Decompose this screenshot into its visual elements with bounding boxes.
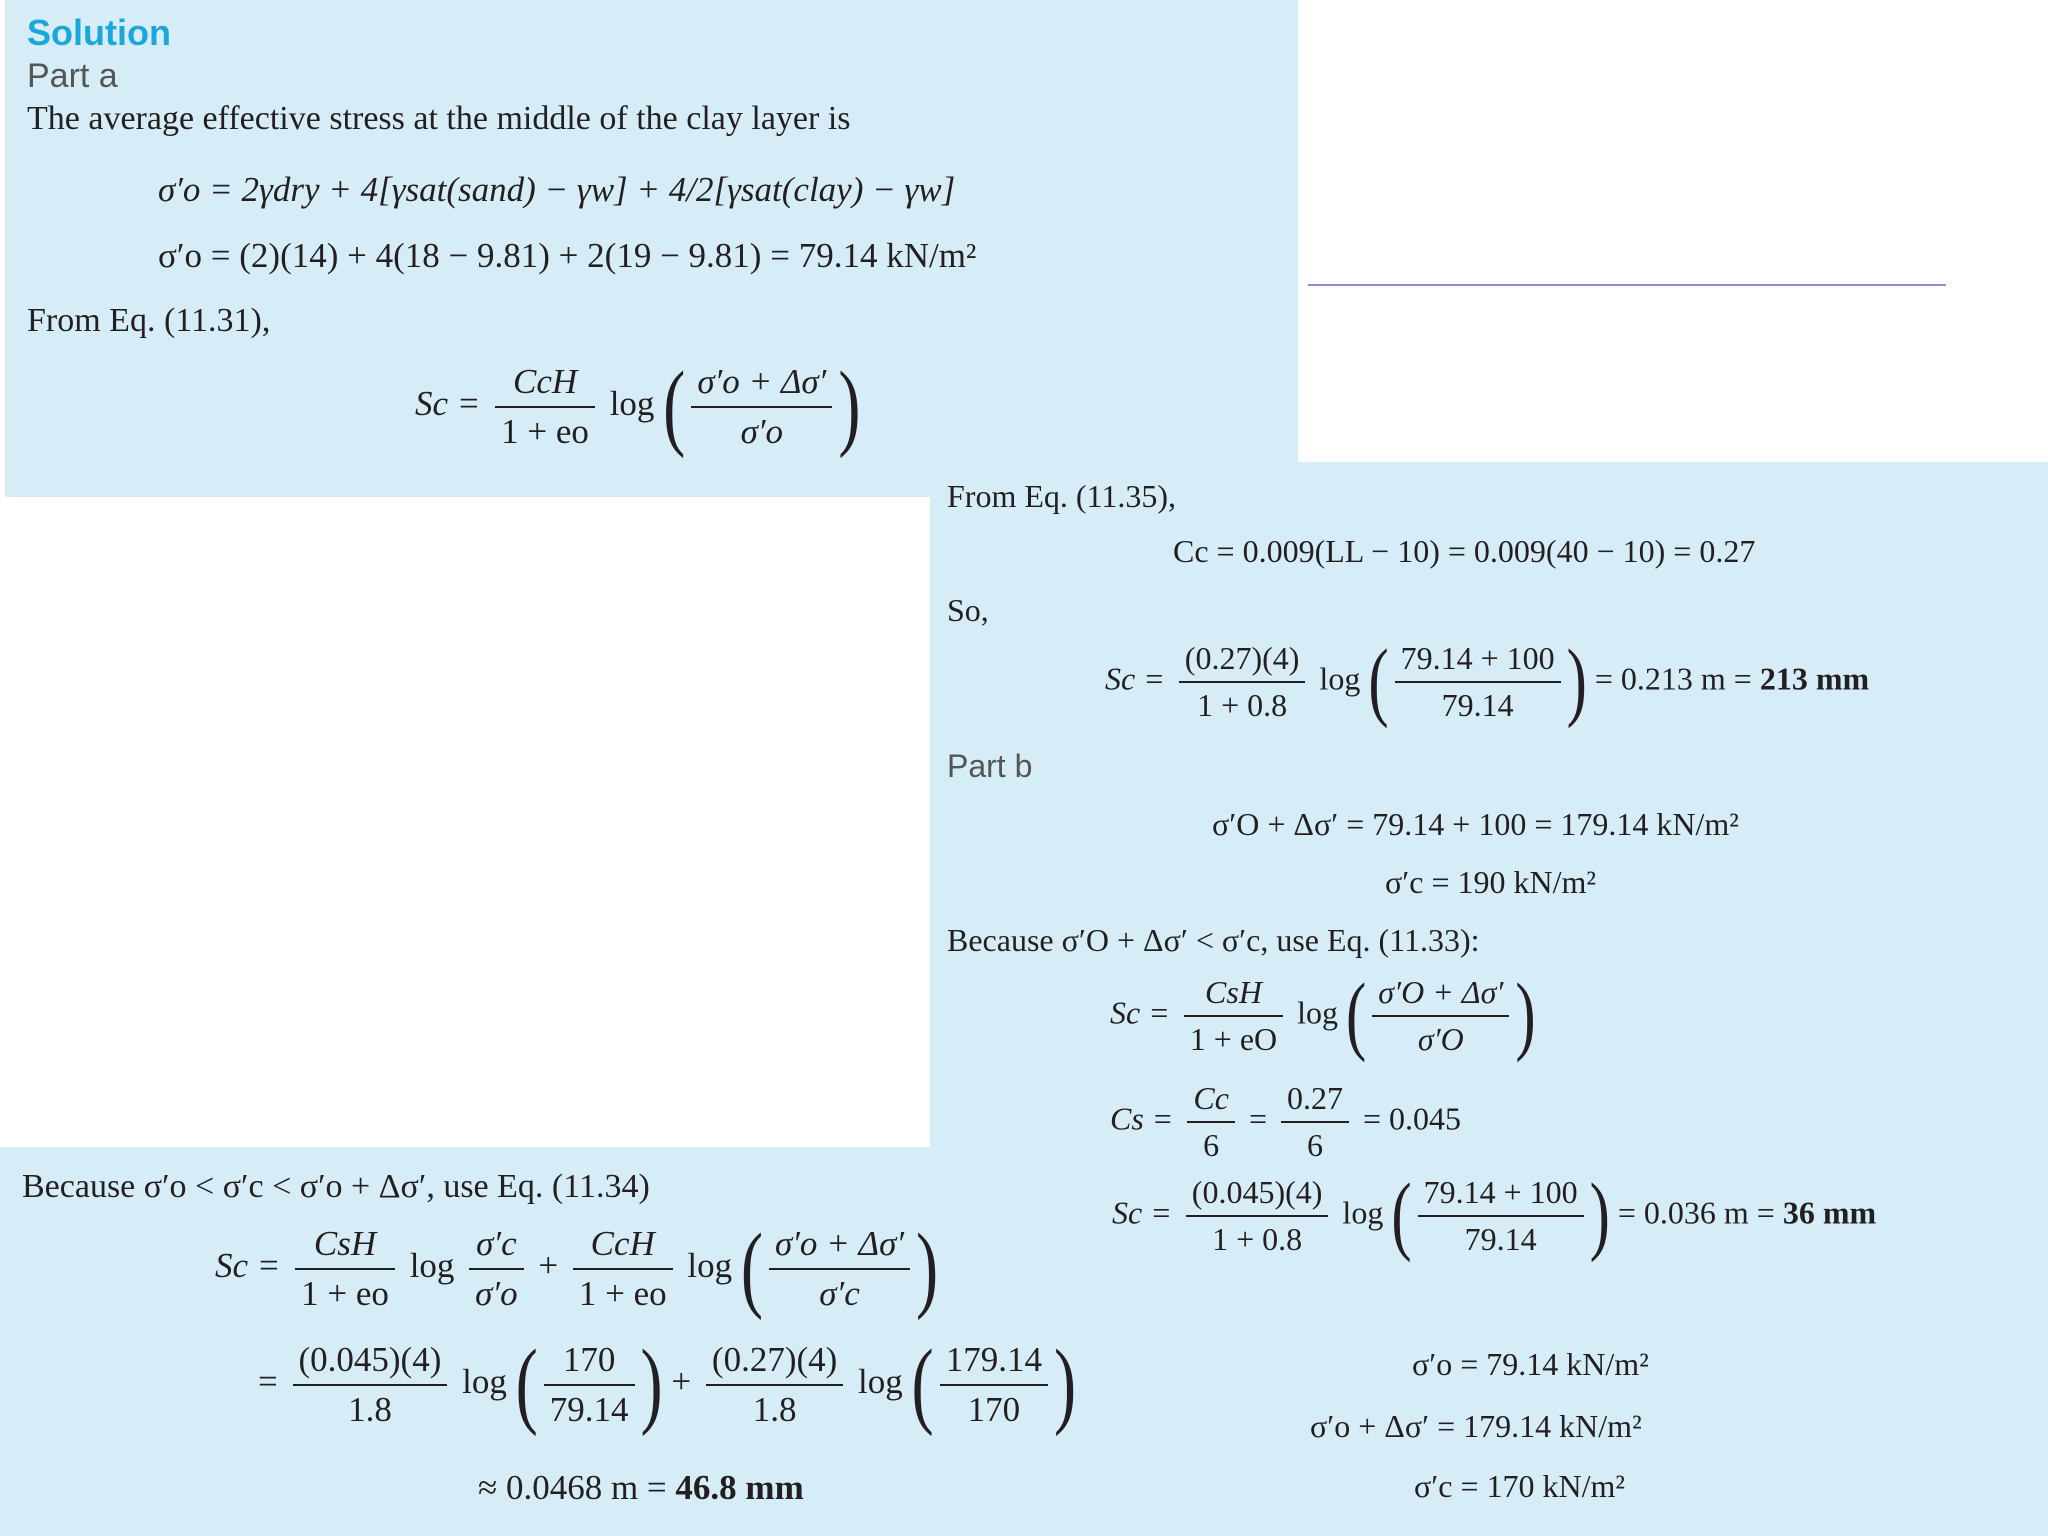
log-label: log — [462, 1362, 507, 1402]
numerator: 0.27 — [1281, 1080, 1349, 1123]
inner-fraction — [544, 1340, 635, 1430]
close-paren: ) — [1053, 1330, 1077, 1437]
denominator: 1.8 — [752, 1390, 797, 1429]
intro-text: The average effective stress at the middle of the clay layer is — [27, 100, 851, 137]
inner-denominator: σ′O — [1417, 1021, 1464, 1057]
inner-fraction — [691, 362, 832, 452]
effective-stress-formula: σ′o = 2γdry + 4[γsat(sand) − γw] + 4/2[γsat(clay) − γw] — [158, 170, 956, 209]
effective-stress-value: σ′o = (2)(14) + 4(18 − 9.81) + 2(19 − 9.81) = 79.14 kN/m² — [158, 236, 977, 275]
equals: = — [1248, 1100, 1267, 1137]
plus: + — [538, 1246, 559, 1286]
part-a-label: Part a — [27, 57, 118, 95]
inner-numerator: 170 — [544, 1340, 635, 1386]
inner-fraction — [1418, 1174, 1584, 1258]
settlement-formula-c — [215, 1214, 939, 1321]
result-value: 46.8 mm — [675, 1468, 804, 1507]
fraction — [293, 1340, 448, 1430]
sc-lhs: Sc = — [1110, 994, 1170, 1031]
fraction — [1179, 640, 1306, 724]
because-eq-11-33: Because σ′O + Δσ′ < σ′c, use Eq. (11.33): — [947, 922, 1480, 958]
inner-fraction — [940, 1340, 1048, 1430]
numerator: σ′c — [469, 1224, 523, 1270]
denominator: 1 + eo — [501, 412, 589, 451]
from-eq-11-35: From Eq. (11.35), — [947, 478, 1177, 514]
open-paren: ( — [911, 1330, 934, 1437]
result-prefix: = 0.213 m = — [1594, 660, 1752, 697]
given-effective-stress: σ′o = 79.14 kN/m² — [1412, 1346, 1649, 1382]
inner-numerator: 79.14 + 100 — [1418, 1174, 1584, 1217]
log-label: log — [687, 1246, 733, 1286]
log-label: log — [858, 1362, 903, 1402]
numerator: CcH — [573, 1224, 673, 1270]
inner-numerator: 79.14 + 100 — [1395, 640, 1561, 683]
denominator: 1.8 — [348, 1390, 392, 1429]
settlement-result-b — [1112, 1166, 1877, 1264]
inner-denominator: 79.14 — [549, 1390, 629, 1429]
log-label: log — [409, 1246, 455, 1286]
fraction — [1186, 1174, 1329, 1258]
fraction — [1184, 974, 1283, 1058]
numerator: (0.045)(4) — [293, 1340, 448, 1386]
result-value: = 0.045 — [1362, 1100, 1462, 1137]
numerator: (0.27)(4) — [1179, 640, 1306, 683]
preconsolidation-eq: σ′c = 190 kN/m² — [1385, 864, 1596, 900]
close-paren: ) — [838, 352, 861, 459]
settlement-result-c — [478, 1468, 804, 1508]
fraction — [706, 1340, 843, 1430]
open-paren: ( — [1391, 1166, 1412, 1264]
denominator: σ′o — [475, 1274, 518, 1313]
result-value: 36 mm — [1782, 1194, 1877, 1231]
because-eq-11-34: Because σ′o < σ′c < σ′o + Δσ′, use Eq. (11.34) — [22, 1168, 650, 1205]
total-stress-eq: σ′O + Δσ′ = 79.14 + 100 = 179.14 kN/m² — [1212, 806, 1739, 842]
solution-heading: Solution — [27, 12, 171, 53]
swell-index-eq — [1110, 1080, 1461, 1164]
close-paren: ) — [1589, 1166, 1610, 1264]
divider-line — [1308, 284, 1946, 286]
fraction — [573, 1224, 673, 1314]
sc-lhs: Sc = — [215, 1246, 281, 1286]
inner-numerator: 179.14 — [940, 1340, 1048, 1386]
open-paren: ( — [663, 352, 686, 459]
settlement-substitution-c — [258, 1330, 1077, 1437]
numerator: CcH — [495, 362, 595, 408]
settlement-result-a — [1105, 632, 1870, 730]
sc-lhs: Sc = — [415, 384, 481, 424]
denominator: 1 + eo — [578, 1274, 667, 1313]
inner-denominator: 79.14 — [1441, 687, 1514, 723]
open-paren: ( — [740, 1214, 764, 1321]
settlement-formula-b — [1110, 966, 1536, 1064]
settlement-formula-a — [415, 352, 861, 459]
inner-denominator: σ′o — [740, 412, 784, 451]
close-paren: ) — [1566, 632, 1587, 730]
fraction — [1187, 1080, 1235, 1164]
so-text: So, — [947, 592, 989, 628]
sc-lhs: Sc = — [1112, 1194, 1172, 1231]
fraction — [1281, 1080, 1349, 1164]
numerator: CsH — [1184, 974, 1283, 1017]
log-label: log — [1319, 660, 1361, 697]
plus: + — [671, 1362, 692, 1402]
denominator: 1 + 0.8 — [1212, 1221, 1303, 1257]
part-b-label: Part b — [947, 748, 1033, 784]
inner-fraction — [1395, 640, 1561, 724]
inner-fraction — [1372, 974, 1509, 1058]
denominator: 6 — [1203, 1127, 1220, 1163]
close-paren: ) — [916, 1214, 939, 1321]
numerator: Cc — [1187, 1080, 1235, 1123]
result-value: 213 mm — [1759, 660, 1870, 697]
from-eq-11-31: From Eq. (11.31), — [27, 302, 271, 339]
result-prefix: ≈ 0.0468 m = — [478, 1468, 667, 1507]
compression-index-eq: Cc = 0.009(LL − 10) = 0.009(40 − 10) = 0.27 — [1173, 533, 1756, 569]
denominator: 1 + eo — [301, 1274, 389, 1313]
inner-numerator: σ′O + Δσ′ — [1372, 974, 1509, 1017]
inner-numerator: σ′o + Δσ′ — [691, 362, 832, 408]
numerator: (0.045)(4) — [1186, 1174, 1329, 1217]
denominator: 6 — [1306, 1127, 1323, 1163]
numerator: (0.27)(4) — [706, 1340, 843, 1386]
close-paren: ) — [1515, 966, 1536, 1064]
fraction — [469, 1224, 523, 1314]
inner-denominator: 170 — [967, 1390, 1021, 1429]
given-final-stress: σ′o + Δσ′ = 179.14 kN/m² — [1310, 1408, 1642, 1444]
fraction — [495, 362, 595, 452]
cs-lhs: Cs = — [1110, 1100, 1174, 1137]
fraction — [295, 1224, 395, 1314]
sc-lhs: Sc = — [1105, 660, 1165, 697]
result-prefix: = 0.036 m = — [1617, 1194, 1775, 1231]
inner-denominator: 79.14 — [1464, 1221, 1537, 1257]
denominator: 1 + 0.8 — [1197, 687, 1288, 723]
denominator: 1 + eO — [1189, 1021, 1278, 1057]
open-paren: ( — [515, 1330, 538, 1437]
inner-denominator: σ′c — [819, 1274, 860, 1313]
log-label: log — [1297, 994, 1339, 1031]
log-label: log — [609, 384, 655, 424]
open-paren: ( — [1346, 966, 1367, 1064]
open-paren: ( — [1368, 632, 1389, 730]
numerator: CsH — [295, 1224, 395, 1270]
inner-numerator: σ′o + Δσ′ — [769, 1224, 910, 1270]
given-preconsolidation: σ′c = 170 kN/m² — [1414, 1468, 1625, 1504]
close-paren: ) — [640, 1330, 663, 1437]
equals: = — [258, 1362, 278, 1402]
inner-fraction — [769, 1224, 910, 1314]
log-label: log — [1342, 1194, 1384, 1231]
